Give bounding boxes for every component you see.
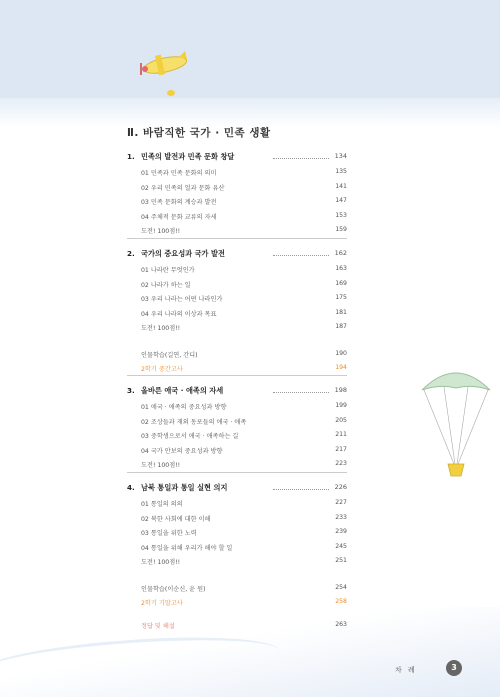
toc-item-label: 02 나라가 하는 일 (141, 281, 191, 289)
toc-item-label: 01 통일의 의의 (141, 501, 183, 508)
dot-leader (273, 255, 329, 256)
toc-item-label: 인물학습(이순신, 윤 원) (141, 585, 206, 593)
chapter-title: 올바른 애국 · 애족의 자세 (141, 386, 224, 395)
toc-item-label: 02 우리 민족의 얼과 문화 유산 (141, 184, 225, 192)
page-number: 187 (335, 323, 347, 330)
toc-item-label: 도전! 100점!! (141, 325, 181, 332)
page-number: 134 (334, 152, 347, 160)
airplane-icon (135, 45, 195, 100)
toc-item-answers[interactable] (127, 621, 347, 636)
dot-leader (273, 392, 329, 393)
toc-item-label: 01 민족과 민족 문화의 의미 (141, 170, 217, 177)
toc-item-label: 정답 및 해설 (141, 622, 175, 630)
page-number: 175 (335, 294, 347, 301)
page-number: 159 (335, 226, 347, 233)
page-number: 163 (335, 265, 347, 272)
dot-leader (273, 489, 329, 490)
toc-item-exam[interactable] (127, 598, 347, 613)
toc-item[interactable] (127, 417, 347, 432)
toc-item[interactable] (127, 265, 347, 280)
page-number: 190 (335, 349, 347, 357)
spacer (127, 572, 347, 584)
page-number: 169 (335, 279, 347, 287)
toc-item-label: 인물학습(길연, 간디) (141, 351, 198, 359)
page-number: 205 (335, 416, 347, 424)
chapter-title: 국가의 중요성과 국가 발전 (141, 249, 225, 258)
page-number: 135 (335, 168, 347, 175)
chapter-4 (127, 483, 347, 635)
parachute-icon (420, 360, 492, 480)
page-number: 141 (335, 182, 347, 190)
section-title: Ⅱ. 바람직한 국가 · 민족 생활 (127, 127, 271, 139)
toc-item[interactable] (127, 197, 347, 212)
page-number: 239 (335, 528, 347, 535)
page-number: 227 (335, 499, 347, 506)
toc-item-label: 01 애국 · 애족의 중요성과 방향 (141, 404, 227, 411)
chapter-2 (127, 249, 347, 379)
chapter-heading[interactable] (127, 152, 347, 168)
toc-item-label: 2학기 중간고사 (141, 366, 183, 373)
toc-item[interactable] (127, 402, 347, 417)
chapter-title: 민족의 발전과 민족 문화 창달 (141, 152, 235, 161)
page-number: 226 (334, 483, 347, 491)
toc-item-label: 04 국가 안보의 중요성과 방향 (141, 447, 223, 455)
chapter-number: 4. (127, 483, 135, 492)
toc-item-label: 도전! 100점!! (141, 559, 181, 566)
toc-item[interactable] (127, 528, 347, 543)
dot-leader (273, 158, 329, 159)
toc-item-label: 02 북한 사회에 대한 이해 (141, 515, 211, 523)
toc-item-label: 도전! 100점!! (141, 462, 181, 469)
page-number: 147 (335, 197, 347, 204)
page-number: 211 (335, 431, 347, 438)
page-number: 162 (334, 249, 347, 257)
page-number: 245 (335, 542, 347, 550)
footer-label: 차 례 (395, 666, 417, 674)
page-number: 254 (335, 583, 347, 591)
chapter-number: 1. (127, 152, 135, 161)
page-number: 251 (335, 557, 347, 564)
divider (127, 472, 347, 473)
page-number: 263 (335, 620, 347, 628)
toc-item-label: 03 민족 문화의 계승과 발전 (141, 199, 217, 206)
spacer (127, 338, 347, 350)
toc-item-profile[interactable] (127, 350, 347, 365)
toc-item-exam[interactable] (127, 364, 347, 379)
toc-item[interactable] (127, 183, 347, 198)
page-number: 223 (335, 460, 347, 467)
chapter-heading[interactable] (127, 483, 347, 499)
page-number: 217 (335, 445, 347, 453)
sky-fade (0, 98, 500, 128)
divider (127, 238, 347, 239)
page-number-badge: 3 (446, 660, 462, 676)
toc-item[interactable] (127, 431, 347, 446)
toc-item[interactable] (127, 168, 347, 183)
page-number: 153 (335, 211, 347, 219)
toc-item[interactable] (127, 294, 347, 309)
page-number: 181 (335, 308, 347, 316)
chapter-3 (127, 386, 347, 475)
toc-item[interactable] (127, 212, 347, 227)
page-number: 199 (335, 402, 347, 409)
divider (127, 375, 347, 376)
toc-item-label: 01 나라란 무엇인가 (141, 267, 195, 274)
chapter-heading[interactable] (127, 386, 347, 402)
toc-item-label: 도전! 100점!! (141, 228, 181, 235)
chapter-1 (127, 152, 347, 241)
page-number: 258 (335, 598, 347, 605)
toc-item[interactable] (127, 543, 347, 558)
toc-item-label: 04 우리 나라의 이상과 목표 (141, 310, 217, 318)
toc-item-label: 03 우리 나라는 어떤 나라인가 (141, 296, 223, 303)
toc-item[interactable] (127, 323, 347, 338)
chapter-number: 3. (127, 386, 135, 395)
toc-item-label: 03 중학생으로서 애국 · 애족하는 길 (141, 433, 239, 440)
toc-item[interactable] (127, 446, 347, 461)
toc-item-label: 04 통일을 위해 우리가 해야 할 일 (141, 544, 233, 552)
spacer (127, 613, 347, 621)
toc-item[interactable] (127, 514, 347, 529)
toc-item[interactable] (127, 499, 347, 514)
toc-item-label: 04 주체적 문화 교류의 자세 (141, 213, 217, 221)
toc-item-label: 03 통일을 위한 노력 (141, 530, 197, 537)
toc-item[interactable] (127, 280, 347, 295)
toc-item[interactable] (127, 309, 347, 324)
toc-item-label: 2학기 기말고사 (141, 600, 183, 607)
toc-item-profile[interactable] (127, 584, 347, 599)
page-number: 233 (335, 513, 347, 521)
chapter-heading[interactable] (127, 249, 347, 265)
chapter-number: 2. (127, 249, 135, 258)
toc-item-label: 02 조상들과 재외 동포들의 애국 · 애족 (141, 418, 247, 426)
sky-background (0, 0, 500, 98)
toc-item[interactable] (127, 557, 347, 572)
page-number: 194 (335, 364, 347, 371)
page-number: 198 (334, 386, 347, 394)
chapter-title: 남북 통일과 통일 실현 의지 (141, 483, 228, 492)
